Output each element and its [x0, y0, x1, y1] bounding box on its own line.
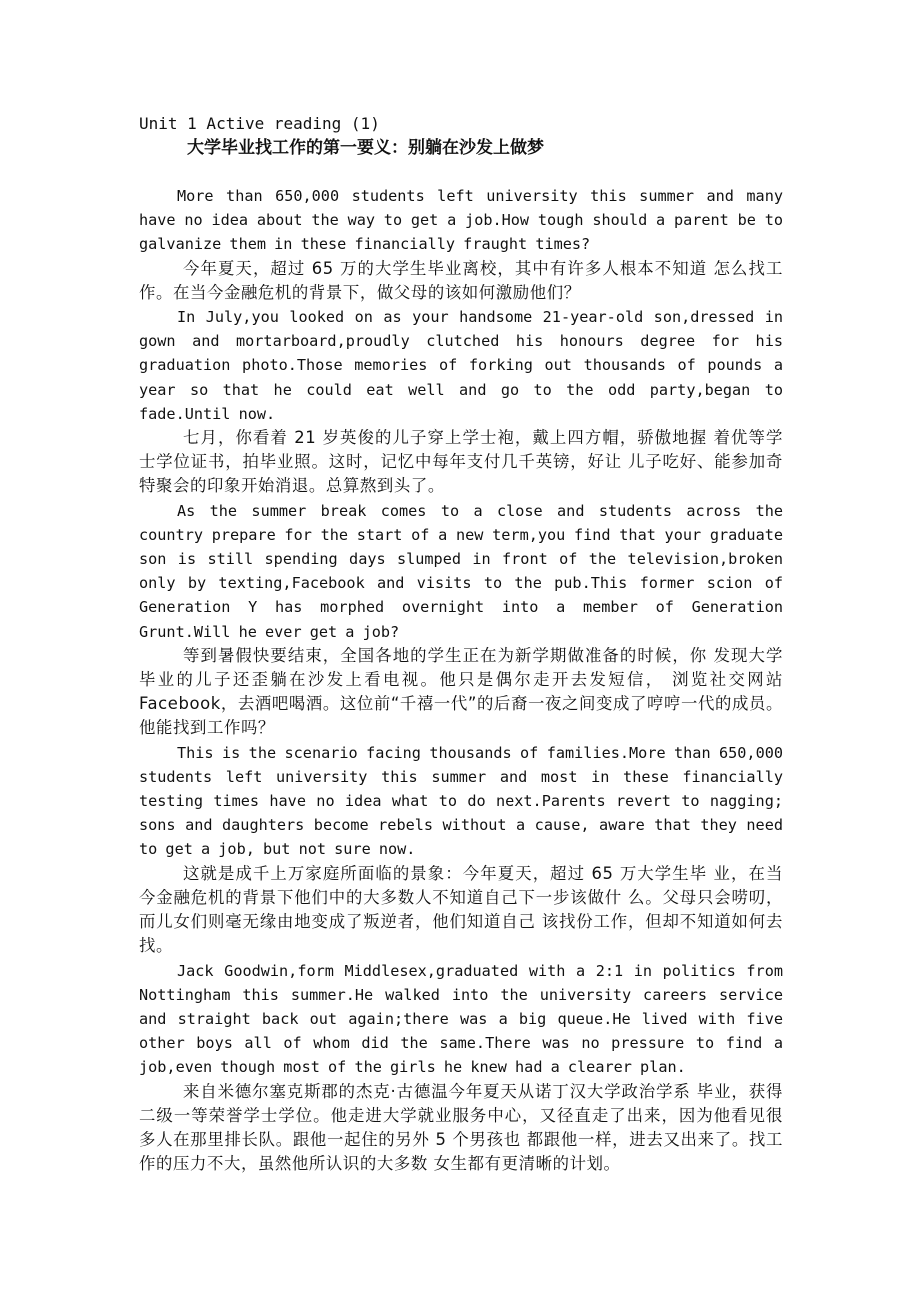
paragraph-zh-2: 七月，你看着 21 岁英俊的儿子穿上学士袍，戴上四方帽，骄傲地握 着优等学士学位证书，拍毕业照。这时，记忆中每年支付几千英镑，好让 儿子吃好、能参加奇特聚会的印象开始消退。总算熬到头了。 — [139, 428, 783, 496]
paragraph-en-1: More than 650,000 students left university this summer and many have no idea about the way to get a job.How tough should a parent be to galvanize them in these financially fraught times? — [139, 187, 783, 254]
document-page — [139, 112, 783, 1176]
unit-heading: Unit 1 Active reading (1) — [139, 114, 380, 133]
paragraph-en-3: As the summer break comes to a close and students across the country prepare for the start of a new term,you find that your graduate son is still spending days slumped in front of the television,broken only by texting,Facebook and visits to the pub.This former scion of Generation Y has morphed overnight into a member of Generation Grunt.Will he ever get a job? — [139, 501, 783, 641]
paragraph-zh-1: 今年夏天，超过 65 万的大学生毕业离校，其中有许多人根本不知道 怎么找工作。在当今金融危机的背景下，做父母的该如何激励他们？ — [139, 258, 783, 302]
paragraph-zh-3: 等到暑假快要结束，全国各地的学生正在为新学期做准备的时候，你 发现大学毕业的儿子还歪躺在沙发上看电视。他只是偶尔走开去发短信， 浏览社交网站 Facebook，去酒吧喝酒。这位前“千禧一代”的后裔一夜之间变成了哼哼一代的成员。他能找到工作吗？ — [139, 645, 783, 738]
paragraph-zh-5: 来自米德尔塞克斯郡的杰克·古德温今年夏天从诺丁汉大学政治学系 毕业，获得二级一等荣誉学士学位。他走进大学就业服务中心，又径直走了出来，因为他看见很多人在那里排长队。跟他一起住的另外 5 个男孩也 都跟他一样，进去又出来了。找工作的压力不大，虽然他所认识的大多数 女生都有更清晰的计划。 — [139, 1081, 783, 1174]
paragraph-en-2: In July,you looked on as your handsome 21-year-old son,dressed in gown and mortarboard,proudly clutched his honours degree for his graduation photo.Those memories of forking out thousands of pounds a year so that he could eat well and go to the odd party,began to fade.Until now. — [139, 308, 783, 423]
paragraph-zh-4: 这就是成千上万家庭所面临的景象：今年夏天，超过 65 万大学生毕 业，在当今金融危机的背景下他们中的大多数人不知道自己下一步该做什 么。父母只会唠叨，而儿女们则毫无缘由地变成了叛逆者，他们知道自己 该找份工作，但却不知道如何去找。 — [139, 863, 783, 956]
paragraph-en-5: Jack Goodwin,form Middlesex,graduated with a 2:1 in politics from Nottingham this summer.He walked into the university careers service and straight back out again;there was a big queue.He lived with five other boys all of whom did the same.There was no pressure to find a job,even though most of the girls he knew had a clearer plan. — [139, 961, 783, 1077]
paragraph-en-4: This is the scenario facing thousands of families.More than 650,000 students left university this summer and most in these financially testing times have no idea what to do next.Parents revert to nagging; sons and daughters become rebels without a cause, aware that they need to get a job, but not sure now. — [139, 743, 783, 859]
chinese-title: 大学毕业找工作的第一要义：别躺在沙发上做梦 — [187, 138, 544, 158]
